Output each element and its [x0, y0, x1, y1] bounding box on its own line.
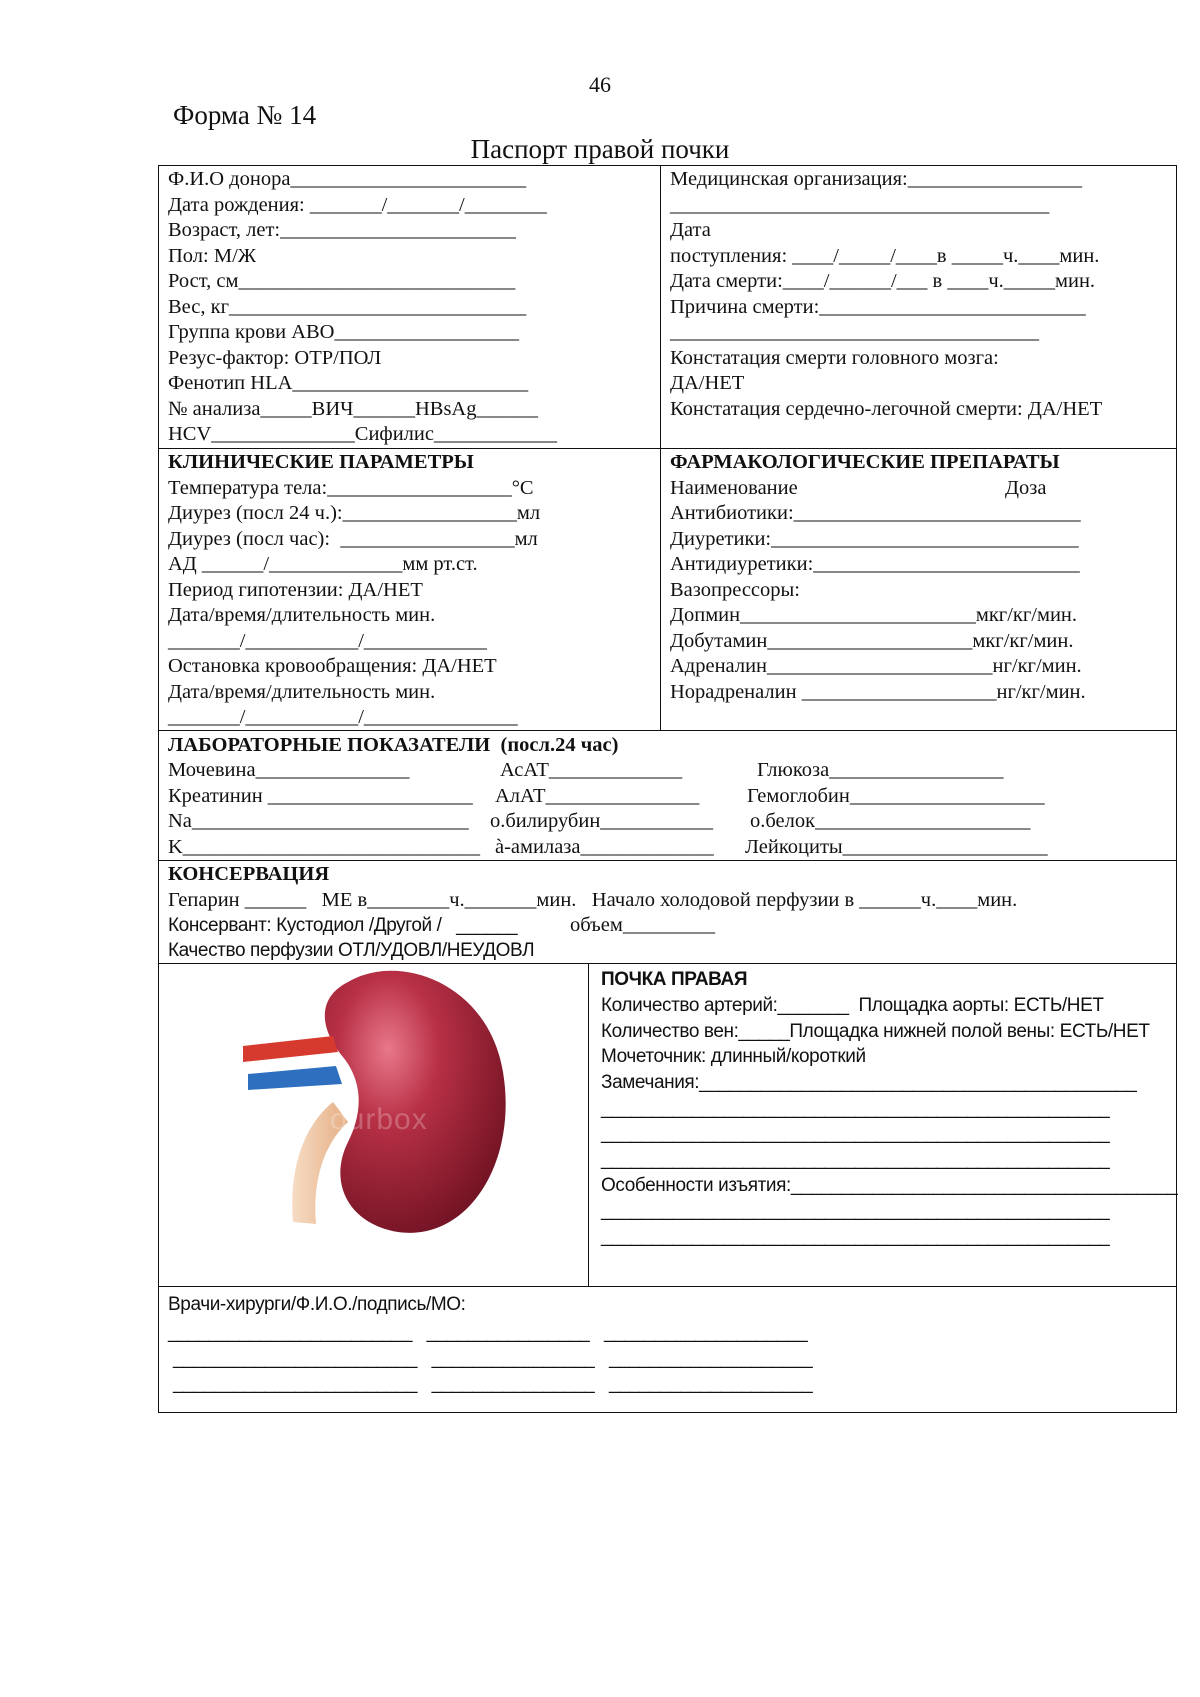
form-number: Форма № 14: [173, 100, 317, 130]
pharma-col-dose: Доза: [1005, 477, 1047, 499]
remarks-field-line4[interactable]: __________________________________________________: [601, 1149, 1110, 1170]
ureter-field[interactable]: Мочеточник: длинный/короткий: [601, 1046, 866, 1067]
vein-shape: [248, 1066, 342, 1090]
volume-field[interactable]: объем_________: [570, 914, 716, 936]
conservation-heading: КОНСЕРВАЦИЯ: [168, 863, 330, 885]
hypotension-field[interactable]: Период гипотензии: ДА/НЕТ: [168, 579, 423, 601]
asat-field[interactable]: АсАТ_____________: [500, 759, 683, 781]
surgeons-signature-row[interactable]: ________________________ ________________ ____________________: [173, 1373, 813, 1394]
sodium-field[interactable]: Na___________________________: [168, 810, 469, 832]
amylase-field[interactable]: à-амилаза_____________: [495, 836, 714, 858]
divider: [158, 730, 1177, 731]
pharma-heading: ФАРМАКОЛОГИЧЕСКИЕ ПРЕПАРАТЫ: [670, 451, 1060, 473]
donor-analysis-field[interactable]: № анализа_____ВИЧ______HBsAg______: [168, 398, 538, 420]
donor-sex-field[interactable]: Пол: М/Ж: [168, 245, 257, 267]
bilirubin-field[interactable]: о.билирубин___________: [490, 810, 714, 832]
adrenaline-field[interactable]: Адреналин______________________нг/кг/мин.: [670, 655, 1082, 677]
protein-field[interactable]: о.белок_____________________: [750, 810, 1031, 832]
clinical-heading: КЛИНИЧЕСКИЕ ПАРАМЕТРЫ: [168, 451, 474, 473]
features-field[interactable]: Особенности изъятия:______________________________________: [601, 1175, 1178, 1196]
death-cause-field-line2[interactable]: ____________________________________: [670, 321, 1039, 343]
noradrenaline-field[interactable]: Норадреналин ___________________нг/кг/мин.: [670, 681, 1086, 703]
surgeons-signature-row[interactable]: ________________________ ________________ ____________________: [173, 1348, 813, 1369]
temperature-field[interactable]: Температура тела:__________________°C: [168, 477, 534, 499]
admission-field[interactable]: поступления: ____/_____/____в _____ч.____мин.: [670, 245, 1100, 267]
alat-field[interactable]: АлАТ_______________: [495, 785, 700, 807]
hypotension-datetime-field[interactable]: _______/___________/____________: [168, 630, 487, 652]
blood-pressure-field[interactable]: АД ______/_____________мм рт.ст.: [168, 553, 478, 575]
donor-fio-field[interactable]: Ф.И.О донора_______________________: [168, 168, 527, 190]
veins-field[interactable]: Количество вен:_____Площадка нижней полой вены: ЕСТЬ/НЕТ: [601, 1021, 1150, 1042]
pharma-col-name: Наименование: [670, 477, 798, 499]
form-title: Паспорт правой почки: [470, 134, 730, 164]
remarks-field[interactable]: Замечания:___________________________________________: [601, 1072, 1137, 1093]
cardiac-death-field[interactable]: Констатация сердечно-легочной смерти: ДА/НЕТ: [670, 398, 1103, 420]
antidiuretics-field[interactable]: Антидиуретики:__________________________: [670, 553, 1080, 575]
surgeons-label: Врачи-хирурги/Ф.И.О./подпись/МО:: [168, 1294, 466, 1315]
donor-hla-field[interactable]: Фенотип HLA_______________________: [168, 372, 529, 394]
creatinine-field[interactable]: Креатинин ____________________: [168, 785, 473, 807]
remarks-field-line2[interactable]: __________________________________________________: [601, 1098, 1110, 1119]
features-field-line2[interactable]: __________________________________________________: [601, 1200, 1110, 1221]
artery-shape: [243, 1036, 338, 1062]
kidney-shape: [325, 971, 506, 1233]
lab-heading: ЛАБОРАТОРНЫЕ ПОКАЗАТЕЛИ (посл.24 час): [168, 734, 619, 756]
divider: [588, 963, 589, 1286]
date-label: Дата: [670, 219, 711, 241]
divider: [158, 1286, 1177, 1287]
death-date-field[interactable]: Дата смерти:____/______/___ в ____ч._____мин.: [670, 270, 1096, 292]
page-number: 46: [589, 72, 611, 97]
med-org-field-line2[interactable]: _____________________________________: [670, 194, 1050, 216]
arrest-datetime-label: Дата/время/длительность мин.: [168, 681, 436, 703]
urea-field[interactable]: Мочевина_______________: [168, 759, 410, 781]
donor-blood-group-field[interactable]: Группа крови АВО__________________: [168, 321, 519, 343]
antibiotics-field[interactable]: Антибиотики:____________________________: [670, 502, 1081, 524]
vasopressors-label: Вазопрессоры:: [670, 579, 800, 601]
death-cause-field[interactable]: Причина смерти:__________________________: [670, 296, 1086, 318]
diuresis-24-field[interactable]: Диурез (посл 24 ч.):_________________мл: [168, 502, 541, 524]
donor-age-field[interactable]: Возраст, лет:_______________________: [168, 219, 516, 241]
brain-death-answer[interactable]: ДА/НЕТ: [670, 372, 745, 394]
med-org-field[interactable]: Медицинская организация:_________________: [670, 168, 1082, 190]
surgeons-signature-row[interactable]: ________________________ ________________ ____________________: [168, 1322, 808, 1343]
donor-hcv-field[interactable]: HCV______________Сифилис____________: [168, 423, 557, 445]
divider: [158, 448, 1177, 449]
dobutamine-field[interactable]: Добутамин____________________мкг/кг/мин.: [670, 630, 1074, 652]
donor-weight-field[interactable]: Вес, кг_____________________________: [168, 296, 527, 318]
preservative-field[interactable]: Консервант: Кустодиол /Другой / ______: [168, 915, 518, 936]
arteries-field[interactable]: Количество артерий:_______ Площадка аорты: ЕСТЬ/НЕТ: [601, 995, 1104, 1016]
donor-height-field[interactable]: Рост, см___________________________: [168, 270, 516, 292]
kidney-heading: ПОЧКА ПРАВАЯ: [601, 969, 748, 990]
remarks-field-line3[interactable]: __________________________________________________: [601, 1123, 1110, 1144]
brain-death-label: Констатация смерти головного мозга:: [670, 347, 999, 369]
diuretics-field[interactable]: Диуретики:______________________________: [670, 528, 1079, 550]
hypotension-datetime-label: Дата/время/длительность мин.: [168, 604, 436, 626]
features-field-line3[interactable]: __________________________________________________: [601, 1226, 1110, 1247]
leukocytes-field[interactable]: Лейкоциты____________________: [745, 836, 1048, 858]
diuresis-hour-field[interactable]: Диурез (посл час): _________________мл: [168, 528, 538, 550]
arrest-datetime-field[interactable]: _______/___________/_______________: [168, 706, 518, 728]
heparin-field[interactable]: Гепарин ______ МЕ в________ч._______мин. Начало холодовой перфузии в ______ч.____мин.: [168, 889, 1018, 911]
watermark-text: ourbox: [330, 1103, 428, 1136]
divider: [158, 860, 1177, 861]
donor-rh-field[interactable]: Резус-фактор: ОТР/ПОЛ: [168, 347, 382, 369]
arrest-field[interactable]: Остановка кровообращения: ДА/НЕТ: [168, 655, 497, 677]
hemoglobin-field[interactable]: Гемоглобин___________________: [747, 785, 1045, 807]
potassium-field[interactable]: K_____________________________: [168, 836, 481, 858]
donor-birth-field[interactable]: Дата рождения: _______/_______/________: [168, 194, 547, 216]
perfusion-quality-field[interactable]: Качество перфузии ОТЛ/УДОВЛ/НЕУДОВЛ: [168, 940, 535, 961]
glucose-field[interactable]: Глюкоза_________________: [757, 759, 1004, 781]
dopamine-field[interactable]: Допмин_______________________мкг/кг/мин.: [670, 604, 1078, 626]
